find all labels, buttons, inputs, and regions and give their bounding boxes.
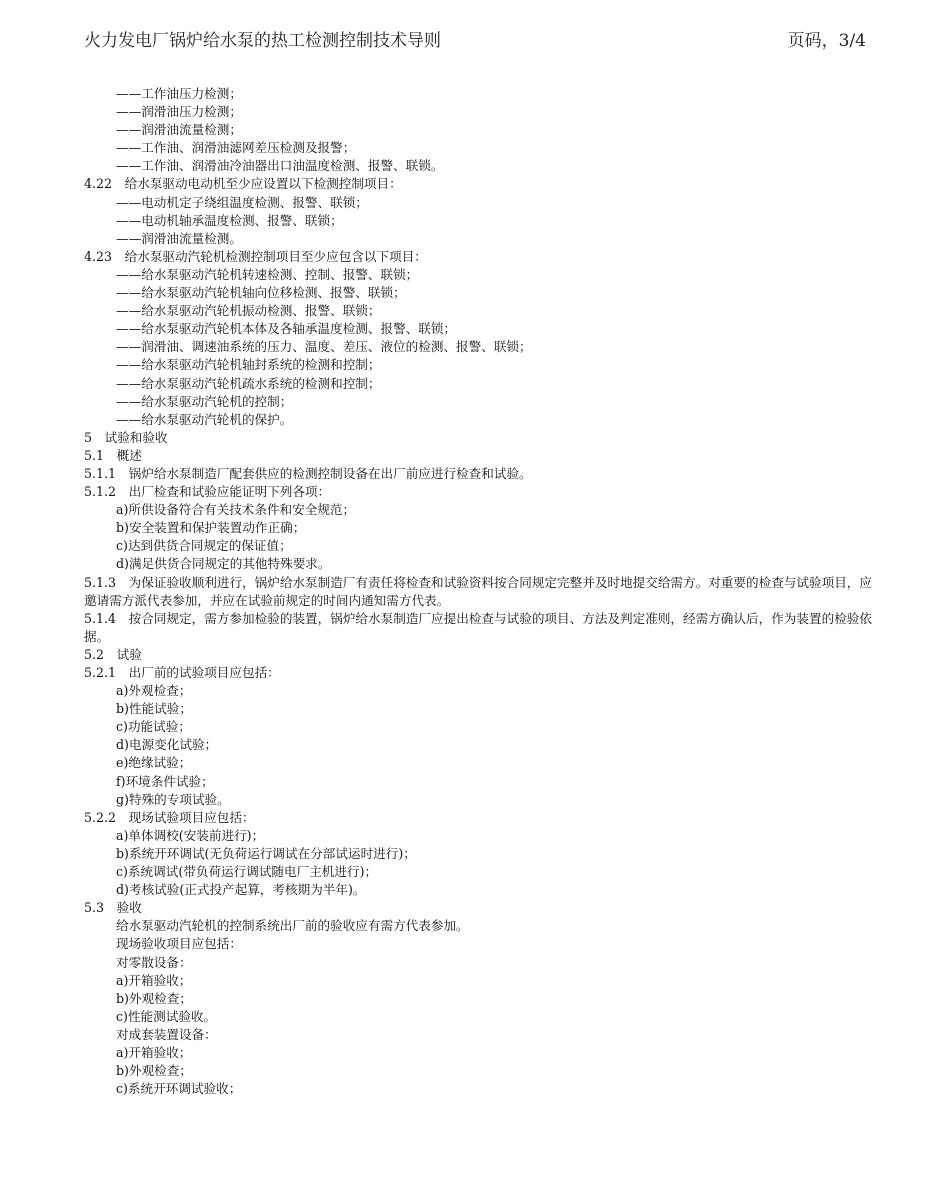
header-divider bbox=[84, 56, 866, 57]
body-line: ——给水泵驱动汽轮机的控制； bbox=[116, 393, 293, 409]
body-line: 5.2.1 出厂前的试验项目应包括： bbox=[84, 665, 280, 680]
body-line: a)外观检查； bbox=[116, 683, 192, 699]
body-line: 5.3 验收 bbox=[84, 900, 142, 916]
body-line: ——给水泵驱动汽轮机疏水系统的检测和控制； bbox=[116, 375, 381, 391]
body-line: d)满足供货合同规定的其他特殊要求。 bbox=[116, 556, 331, 572]
body-line: g)特殊的专项试验。 bbox=[116, 791, 230, 807]
body-line: ——工作油、润滑油滤网差压检测及报警； bbox=[116, 140, 356, 156]
body-line: ——润滑油压力检测； bbox=[116, 104, 242, 120]
page-number: 页码，3/4 bbox=[787, 31, 866, 51]
body-line: a)单体调校(安装前进行)； bbox=[116, 827, 265, 843]
body-line: 5.2.2 现场试验项目应包括： bbox=[84, 809, 255, 825]
body-line: b)性能试验； bbox=[116, 701, 192, 717]
body-line: b)系统开环调试(无负荷运行调试在分部试运时进行)； bbox=[116, 845, 416, 861]
body-line: 对成套装置设备： bbox=[116, 1026, 217, 1042]
body-line: f)环境条件试验； bbox=[116, 773, 214, 789]
body-line: ——润滑油、调速油系统的压力、温度、差压、液位的检测、报警、联锁； bbox=[116, 339, 532, 355]
body-line: c)功能试验； bbox=[116, 719, 191, 735]
body-line: a)开箱验收； bbox=[116, 972, 192, 988]
body-line: ——给水泵驱动汽轮机的保护。 bbox=[116, 411, 293, 427]
body-paragraph: 5.1.3 为保证验收顺利进行，锅炉给水泵制造厂有责任将检查和试验资料按合同规定完整并及时地提交给需方。对重要的检查与试验项目，应邀请需方派代表参加，并应在试验前规定的时间内通知需方代表。 bbox=[84, 574, 872, 608]
document-title: 火力发电厂锅炉给水泵的热工检测控制技术导则 bbox=[84, 31, 441, 51]
body-line: c)系统调试(带负荷运行调试随电厂主机进行)； bbox=[116, 864, 378, 880]
body-line: ——给水泵驱动汽轮机转速检测、控制、报警、联锁； bbox=[116, 266, 419, 282]
body-line: ——给水泵驱动汽轮机振动检测、报警、联锁； bbox=[116, 303, 381, 319]
body-line: d)考核试验(正式投产起算，考核期为半年)。 bbox=[116, 882, 366, 898]
body-line: a)所供设备符合有关技术条件和安全规范； bbox=[116, 502, 356, 518]
body-line: e)绝缘试验； bbox=[116, 755, 192, 771]
body-line: c)系统开环调试验收； bbox=[116, 1081, 242, 1097]
body-line: ——给水泵驱动汽轮机本体及各轴承温度检测、报警、联锁； bbox=[116, 321, 457, 337]
body-line: b)外观检查； bbox=[116, 1063, 192, 1079]
body-line: 对零散设备： bbox=[116, 954, 192, 970]
body-line: b)安全装置和保护装置动作正确； bbox=[116, 520, 306, 536]
document-body bbox=[84, 85, 872, 1098]
body-line: ——电动机轴承温度检测、报警、联锁； bbox=[116, 212, 343, 228]
body-line: 4.23 给水泵驱动汽轮机检测控制项目至少应包含以下项目： bbox=[84, 248, 427, 264]
body-line: d)电源变化试验； bbox=[116, 737, 218, 753]
body-line: c)性能测试验收。 bbox=[116, 1008, 217, 1024]
body-line: b)外观检查； bbox=[116, 990, 192, 1006]
body-line: ——工作油、润滑油冷油器出口油温度检测、报警、联锁。 bbox=[116, 158, 444, 174]
body-line: ——给水泵驱动汽轮机轴向位移检测、报警、联锁； bbox=[116, 285, 406, 301]
body-line: a)开箱验收； bbox=[116, 1044, 192, 1060]
body-line: 5.1 概述 bbox=[84, 447, 142, 463]
page-header bbox=[84, 26, 866, 51]
body-line: ——电动机定子绕组温度检测、报警、联锁； bbox=[116, 194, 368, 210]
body-line: ——工作油压力检测； bbox=[116, 86, 242, 101]
body-paragraph: 5.1.4 按合同规定，需方参加检验的装置，锅炉给水泵制造厂应提出检查与试验的项目、方法及判定准则，经需方确认后，作为装置的检验依据。 bbox=[84, 610, 872, 644]
body-line: 4.22 给水泵驱动电动机至少应设置以下检测控制项目： bbox=[84, 176, 402, 192]
body-line: 给水泵驱动汽轮机的控制系统出厂前的验收应有需方代表参加。 bbox=[116, 918, 469, 934]
body-line: 5.1.2 出厂检查和试验应能证明下列各项： bbox=[84, 484, 331, 500]
body-line: 现场验收项目应包括： bbox=[116, 936, 242, 952]
body-line: ——润滑油流量检测； bbox=[116, 122, 242, 138]
body-line: 5 试验和验收 bbox=[84, 429, 168, 445]
body-line: 5.2 试验 bbox=[84, 646, 142, 662]
body-line: 5.1.1 锅炉给水泵制造厂配套供应的检测控制设备在出厂前应进行检查和试验。 bbox=[84, 465, 532, 481]
body-line: c)达到供货合同规定的保证值； bbox=[116, 538, 292, 554]
body-line: ——润滑油流量检测。 bbox=[116, 230, 242, 246]
body-line: ——给水泵驱动汽轮机轴封系统的检测和控制； bbox=[116, 357, 381, 373]
